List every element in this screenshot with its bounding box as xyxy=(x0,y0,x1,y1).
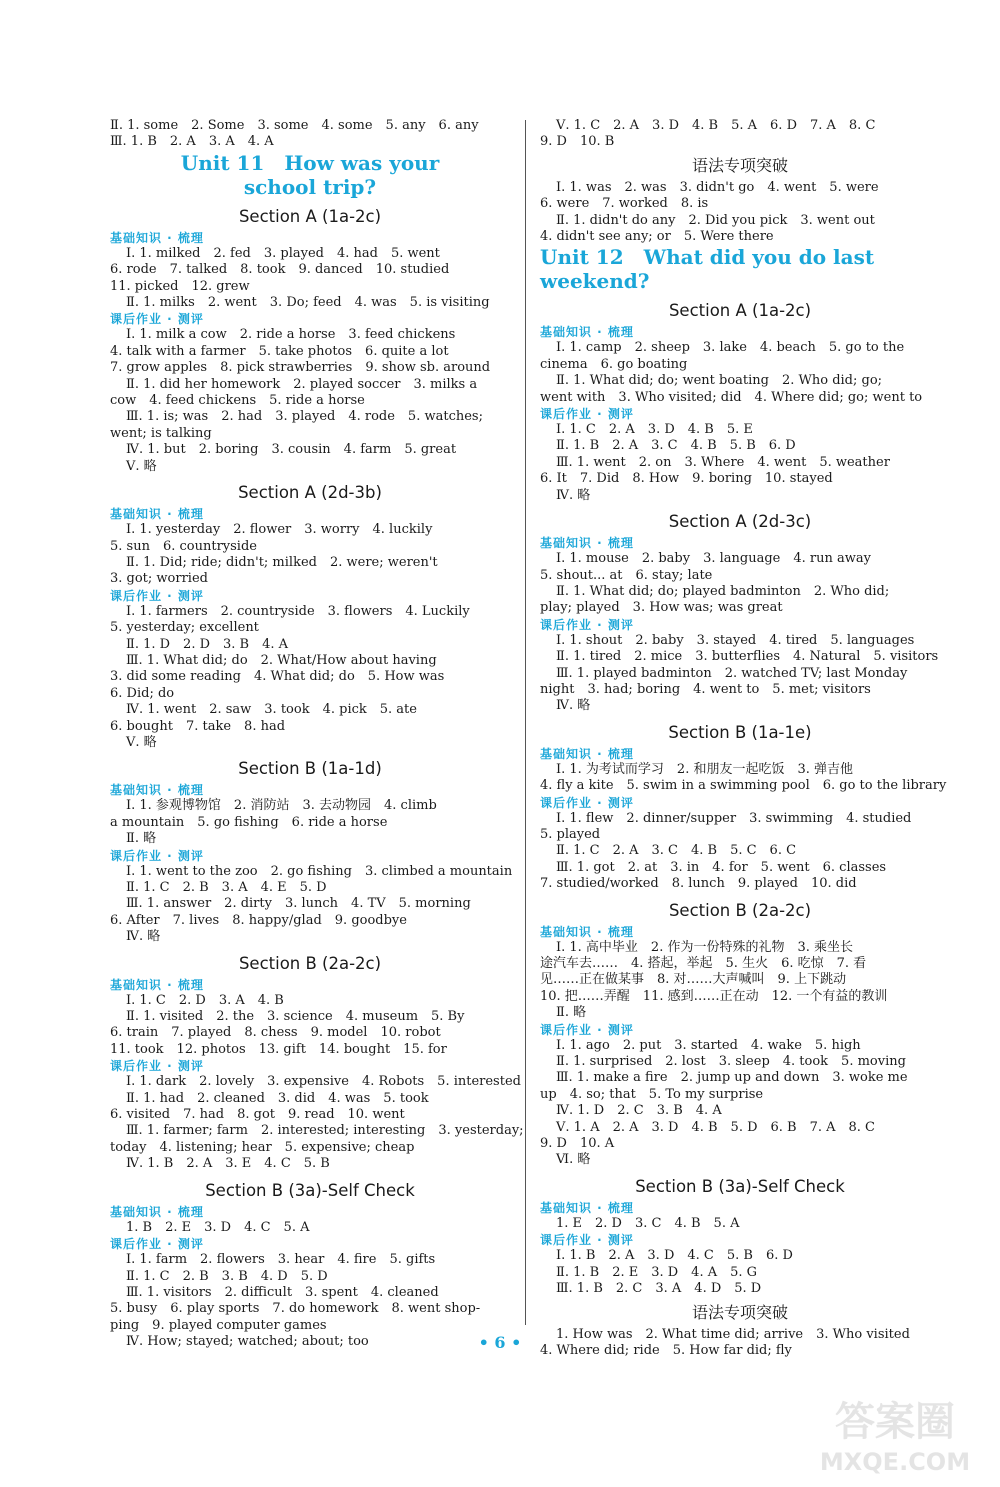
answer-line: 4. talk with a farmer 5. take photos 6. quite a lot xyxy=(110,343,449,359)
answer-line: Ⅱ. 1. Did; ride; didn't; milked 2. were; weren't xyxy=(126,554,438,570)
answer-line: Ⅱ. 1. milks 2. went 3. Do; feed 4. was 5. is visiting xyxy=(126,295,490,311)
answer-line: Ⅰ. 1. milked 2. fed 3. played 4. had 5. went xyxy=(126,245,440,261)
answer-line: Ⅳ. 略 xyxy=(556,487,591,503)
answer-line: Ⅱ. 略 xyxy=(126,831,157,847)
answer-line: 6. After 7. lives 8. happy/glad 9. goodbye xyxy=(110,912,407,928)
sub-heading: 课后作业 · 测评 xyxy=(110,1059,204,1074)
answer-line: Ⅳ. 1. but 2. boring 3. cousin 4. farm 5. great xyxy=(126,442,457,458)
answer-line: Ⅰ. 1. C 2. D 3. A 4. B xyxy=(126,992,284,1008)
sub-heading: 基础知识 · 梳理 xyxy=(110,977,204,992)
unit-title: Unit 12 What did you do last weekend? xyxy=(540,245,875,294)
answer-line: Ⅱ. 1. surprised 2. lost 3. sleep 4. took 5. moving xyxy=(556,1054,906,1070)
answer-line: 11. took 12. photos 13. gift 14. bought 15. for xyxy=(110,1041,447,1057)
sub-heading: 基础知识 · 梳理 xyxy=(540,325,634,340)
answer-line: Ⅱ. 1. C 2. B 3. B 4. D 5. D xyxy=(126,1268,328,1284)
answer-line: Ⅰ. 1. C 2. A 3. D 4. B 5. E xyxy=(556,422,753,438)
answer-line: Ⅰ. 1. was 2. was 3. didn't go 4. went 5. were xyxy=(556,179,879,195)
watermark-logo xyxy=(800,1390,990,1480)
answer-line: Ⅰ. 1. dark 2. lovely 3. expensive 4. Robots 5. interested xyxy=(126,1074,521,1090)
unit-title: school trip? xyxy=(243,174,377,199)
answer-line: 6. bought 7. take 8. had xyxy=(110,718,286,734)
answer-line: cinema 6. go boating xyxy=(540,356,688,372)
answer-line: Ⅰ. 1. camp 2. sheep 3. lake 4. beach 5. go to the xyxy=(556,340,905,356)
column-divider xyxy=(525,120,526,1325)
answer-line: Ⅰ. 1. B 2. A 3. D 4. C 5. B 6. D xyxy=(556,1248,793,1264)
answer-line: Ⅵ. 略 xyxy=(556,1152,591,1168)
section-heading: Section A (1a-2c) xyxy=(238,206,382,226)
answer-line: a mountain 5. go fishing 6. ride a horse xyxy=(110,814,388,830)
answer-line: Ⅳ. 略 xyxy=(556,698,591,714)
answer-line: 5. busy 6. play sports 7. do homework 8. went shop- xyxy=(110,1301,481,1317)
answer-line: Ⅱ. 1. B 2. A 3. C 4. B 5. B 6. D xyxy=(556,438,796,454)
section-heading: Section A (2d-3b) xyxy=(238,483,382,503)
answer-line: 7. studied/worked 8. lunch 9. played 10. did xyxy=(540,876,857,892)
answer-line: Ⅴ. 1. A 2. A 3. D 4. B 5. D 6. B 7. A 8. C xyxy=(556,1119,876,1135)
answer-line: 5. sun 6. countryside xyxy=(110,538,257,554)
sub-heading: 基础知识 · 梳理 xyxy=(540,1200,634,1215)
answer-line: Ⅰ. 1. mouse 2. baby 3. language 4. run away xyxy=(556,551,871,567)
section-heading: Section B (2a-2c) xyxy=(238,953,382,973)
answer-line: Ⅰ. 1. milk a cow 2. ride a horse 3. feed chickens xyxy=(126,327,456,343)
answer-line: Ⅲ. 1. went 2. on 3. Where 4. went 5. weather xyxy=(556,454,890,470)
answer-line: Ⅳ. 1. went 2. saw 3. took 4. pick 5. ate xyxy=(126,702,417,718)
answer-line: Ⅰ. 1. farmers 2. countryside 3. flowers 4. Luckily xyxy=(126,603,470,619)
page-number: • 6 • xyxy=(478,1333,522,1352)
answer-line: Ⅲ. 1. farmer; farm 2. interested; interesting 3. yesterday; xyxy=(126,1123,524,1139)
answer-line: ping 9. played computer games xyxy=(110,1317,327,1333)
answer-line: Ⅲ. 1. B 2. C 3. A 4. D 5. D xyxy=(556,1281,762,1297)
answer-line: play; played 3. How was; was great xyxy=(540,600,783,616)
grammar-heading: 语法专项突破 xyxy=(691,155,788,175)
answer-line: today 4. listening; hear 5. expensive; cheap xyxy=(110,1139,415,1155)
answer-line: Ⅰ. 1. ago 2. put 3. started 4. wake 5. high xyxy=(556,1037,861,1053)
section-heading: Section B (1a-1d) xyxy=(238,759,382,779)
answer-line: Ⅱ. 1. What did; do; played badminton 2. Who did; xyxy=(556,583,890,599)
answer-line: 11. picked 12. grew xyxy=(110,278,250,294)
answer-line: 6. Did; do xyxy=(110,685,175,701)
answer-line: Ⅴ. 1. C 2. A 3. D 4. B 5. A 6. D 7. A 8. C xyxy=(556,118,876,133)
sub-heading: 基础知识 · 梳理 xyxy=(110,507,204,522)
answer-line: 10. 把……弄醒 11. 感到……正在动 12. 一个有益的教训 xyxy=(540,988,888,1004)
answer-line: Ⅰ. 1. shout 2. baby 3. stayed 4. tired 5. languages xyxy=(556,632,915,648)
answer-line: Ⅲ. 1. make a fire 2. jump up and down 3. woke me xyxy=(556,1070,908,1086)
answer-line: 5. played xyxy=(540,826,601,842)
answer-line: 9. D 10. A xyxy=(540,1136,615,1152)
answer-line: Ⅳ. 1. D 2. C 3. B 4. A xyxy=(556,1103,722,1119)
answer-line: 1. B 2. E 3. D 4. C 5. A xyxy=(126,1219,310,1235)
watermark-line2: MXQE.COM xyxy=(819,1448,971,1476)
answer-line: Ⅰ. 1. yesterday 2. flower 3. worry 4. luckily xyxy=(126,522,433,538)
right-column xyxy=(540,118,947,1359)
sub-heading: 课后作业 · 测评 xyxy=(110,848,204,863)
answer-line: up 4. so; that 5. To my surprise xyxy=(540,1086,764,1102)
sub-heading: 课后作业 · 测评 xyxy=(540,617,634,632)
sub-heading: 基础知识 · 梳理 xyxy=(540,536,634,551)
section-heading: Section B (3a)-Self Check xyxy=(205,1180,415,1200)
answer-line: Ⅳ. How; stayed; watched; about; too xyxy=(126,1334,369,1350)
answer-line: Ⅱ. 1. did her homework 2. played soccer 3. milks a xyxy=(126,376,478,392)
answer-line: Ⅱ. 1. C 2. A 3. C 4. B 5. C 6. C xyxy=(556,843,797,859)
answer-line: 3. got; worried xyxy=(110,571,208,587)
sub-heading: 基础知识 · 梳理 xyxy=(110,1204,204,1219)
answer-line: 3. did some reading 4. What did; do 5. How was xyxy=(110,669,445,685)
answer-line: Ⅱ. 1. D 2. D 3. B 4. A xyxy=(126,636,289,652)
answer-line: Ⅱ. 1. some 2. Some 3. some 4. some 5. any 6. any xyxy=(110,118,479,133)
answer-line: Ⅱ. 1. didn't do any 2. Did you pick 3. went out xyxy=(556,212,875,228)
answer-line: Ⅲ. 1. What did; do 2. What/How about having xyxy=(126,652,437,668)
sub-heading: 课后作业 · 测评 xyxy=(540,1233,634,1248)
section-heading: Section A (2d-3c) xyxy=(668,512,812,532)
answer-line: 4. fly a kite 5. swim in a swimming pool 6. go to the library xyxy=(540,778,947,794)
answer-line: Ⅴ. 略 xyxy=(126,734,157,750)
sub-heading: 课后作业 · 测评 xyxy=(540,407,634,422)
answer-line: Ⅲ. 1. is; was 2. had 3. played 4. rode 5. watches; xyxy=(126,409,483,425)
answer-line: went; is talking xyxy=(110,425,212,441)
answer-line: 6. visited 7. had 8. got 9. read 10. went xyxy=(110,1107,405,1123)
answer-line: Ⅲ. 1. answer 2. dirty 3. lunch 4. TV 5. morning xyxy=(126,896,471,912)
answer-line: Ⅱ. 1. visited 2. the 3. science 4. museum 5. By xyxy=(126,1009,465,1025)
answer-line: 4. didn't see any; or 5. Were there xyxy=(540,229,774,245)
answer-line: Ⅰ. 1. 参观博物馆 2. 消防站 3. 去动物园 4. climb xyxy=(126,798,437,814)
answer-line: Ⅰ. 1. 高中毕业 2. 作为一份特殊的礼物 3. 乘坐长 xyxy=(556,939,854,955)
sub-heading: 基础知识 · 梳理 xyxy=(110,783,204,798)
answer-line: Ⅰ. 1. 为考试而学习 2. 和朋友一起吃饭 3. 弹吉他 xyxy=(556,761,854,777)
sub-heading: 基础知识 · 梳理 xyxy=(110,230,204,245)
answer-line: Ⅱ. 1. C 2. B 3. A 4. E 5. D xyxy=(126,880,327,895)
sub-heading: 课后作业 · 测评 xyxy=(110,1237,204,1252)
answer-line: Ⅲ. 1. got 2. at 3. in 4. for 5. went 6. classes xyxy=(556,859,887,875)
answer-line: Ⅳ. 略 xyxy=(126,929,161,945)
sub-heading: 课后作业 · 测评 xyxy=(540,795,634,810)
answer-line: 4. Where did; ride 5. How far did; fly xyxy=(540,1342,792,1358)
answer-line: 5. yesterday; excellent xyxy=(110,620,259,636)
answer-line: Ⅱ. 略 xyxy=(556,1005,587,1021)
answer-line: Ⅱ. 1. What did; do; went boating 2. Who did; go; xyxy=(556,373,883,389)
sub-heading: 课后作业 · 测评 xyxy=(540,1022,634,1037)
unit-title: Unit 11 How was your xyxy=(180,150,440,175)
answer-line: Ⅰ. 1. went to the zoo 2. go fishing 3. climbed a mountain xyxy=(126,863,513,879)
answer-line: Ⅱ. 1. tired 2. mice 3. butterflies 4. Natural 5. visitors xyxy=(556,649,939,665)
answer-line: Ⅱ. 1. B 2. E 3. D 4. A 5. G xyxy=(556,1264,758,1280)
sub-heading: 课后作业 · 测评 xyxy=(110,588,204,603)
answer-line: Ⅴ. 略 xyxy=(126,458,157,474)
answer-line: 6. train 7. played 8. chess 9. model 10. robot xyxy=(110,1025,441,1041)
answer-line: 6. rode 7. talked 8. took 9. danced 10. studied xyxy=(110,262,450,278)
answer-line: went with 3. Who visited; did 4. Where did; go; went to xyxy=(540,389,923,405)
answer-line: night 3. had; boring 4. went to 5. met; visitors xyxy=(540,681,871,697)
watermark-line1: 答案圈 xyxy=(835,1399,955,1445)
section-heading: Section B (2a-2c) xyxy=(668,900,812,920)
answer-line: Ⅰ. 1. farm 2. flowers 3. hear 4. fire 5. gifts xyxy=(126,1252,436,1268)
answer-line: 7. grow apples 8. pick strawberries 9. show sb. around xyxy=(110,360,491,376)
answer-line: 6. were 7. worked 8. is xyxy=(540,196,709,212)
answer-line: Ⅳ. 1. B 2. A 3. E 4. C 5. B xyxy=(126,1156,330,1172)
answer-line: 1. E 2. D 3. C 4. B 5. A xyxy=(556,1215,740,1231)
answer-line: 9. D 10. B xyxy=(540,134,615,150)
answer-line: Ⅲ. 1. played badminton 2. watched TV; last Monday xyxy=(556,665,908,681)
answer-line: Ⅲ. 1. B 2. A 3. A 4. A xyxy=(110,134,274,150)
answer-line: 1. How was 2. What time did; arrive 3. Who visited xyxy=(556,1326,910,1342)
grammar-heading: 语法专项突破 xyxy=(691,1302,788,1322)
answer-line: 5. shout... at 6. stay; late xyxy=(540,567,713,583)
section-heading: Section A (1a-2c) xyxy=(668,301,812,321)
answer-line: Ⅱ. 1. had 2. cleaned 3. did 4. was 5. took xyxy=(126,1090,429,1106)
answer-line: 途汽车去…… 4. 搭起，举起 5. 生火 6. 吃惊 7. 看 xyxy=(540,956,867,971)
sub-heading: 课后作业 · 测评 xyxy=(110,312,204,327)
sub-heading: 基础知识 · 梳理 xyxy=(540,746,634,761)
left-column xyxy=(110,118,524,1351)
answer-line: Ⅰ. 1. flew 2. dinner/supper 3. swimming 4. studied xyxy=(556,810,912,826)
answer-line: 见……正在做某事 8. 对……大声喊叫 9. 上下跳动 xyxy=(540,972,847,988)
answer-line: cow 4. feed chickens 5. ride a horse xyxy=(110,393,365,409)
sub-heading: 基础知识 · 梳理 xyxy=(540,924,634,939)
answer-line: 6. It 7. Did 8. How 9. boring 10. stayed xyxy=(540,471,833,487)
section-heading: Section B (1a-1e) xyxy=(668,722,812,742)
section-heading: Section B (3a)-Self Check xyxy=(635,1176,845,1196)
answer-line: Ⅲ. 1. visitors 2. difficult 3. spent 4. cleaned xyxy=(126,1284,439,1300)
